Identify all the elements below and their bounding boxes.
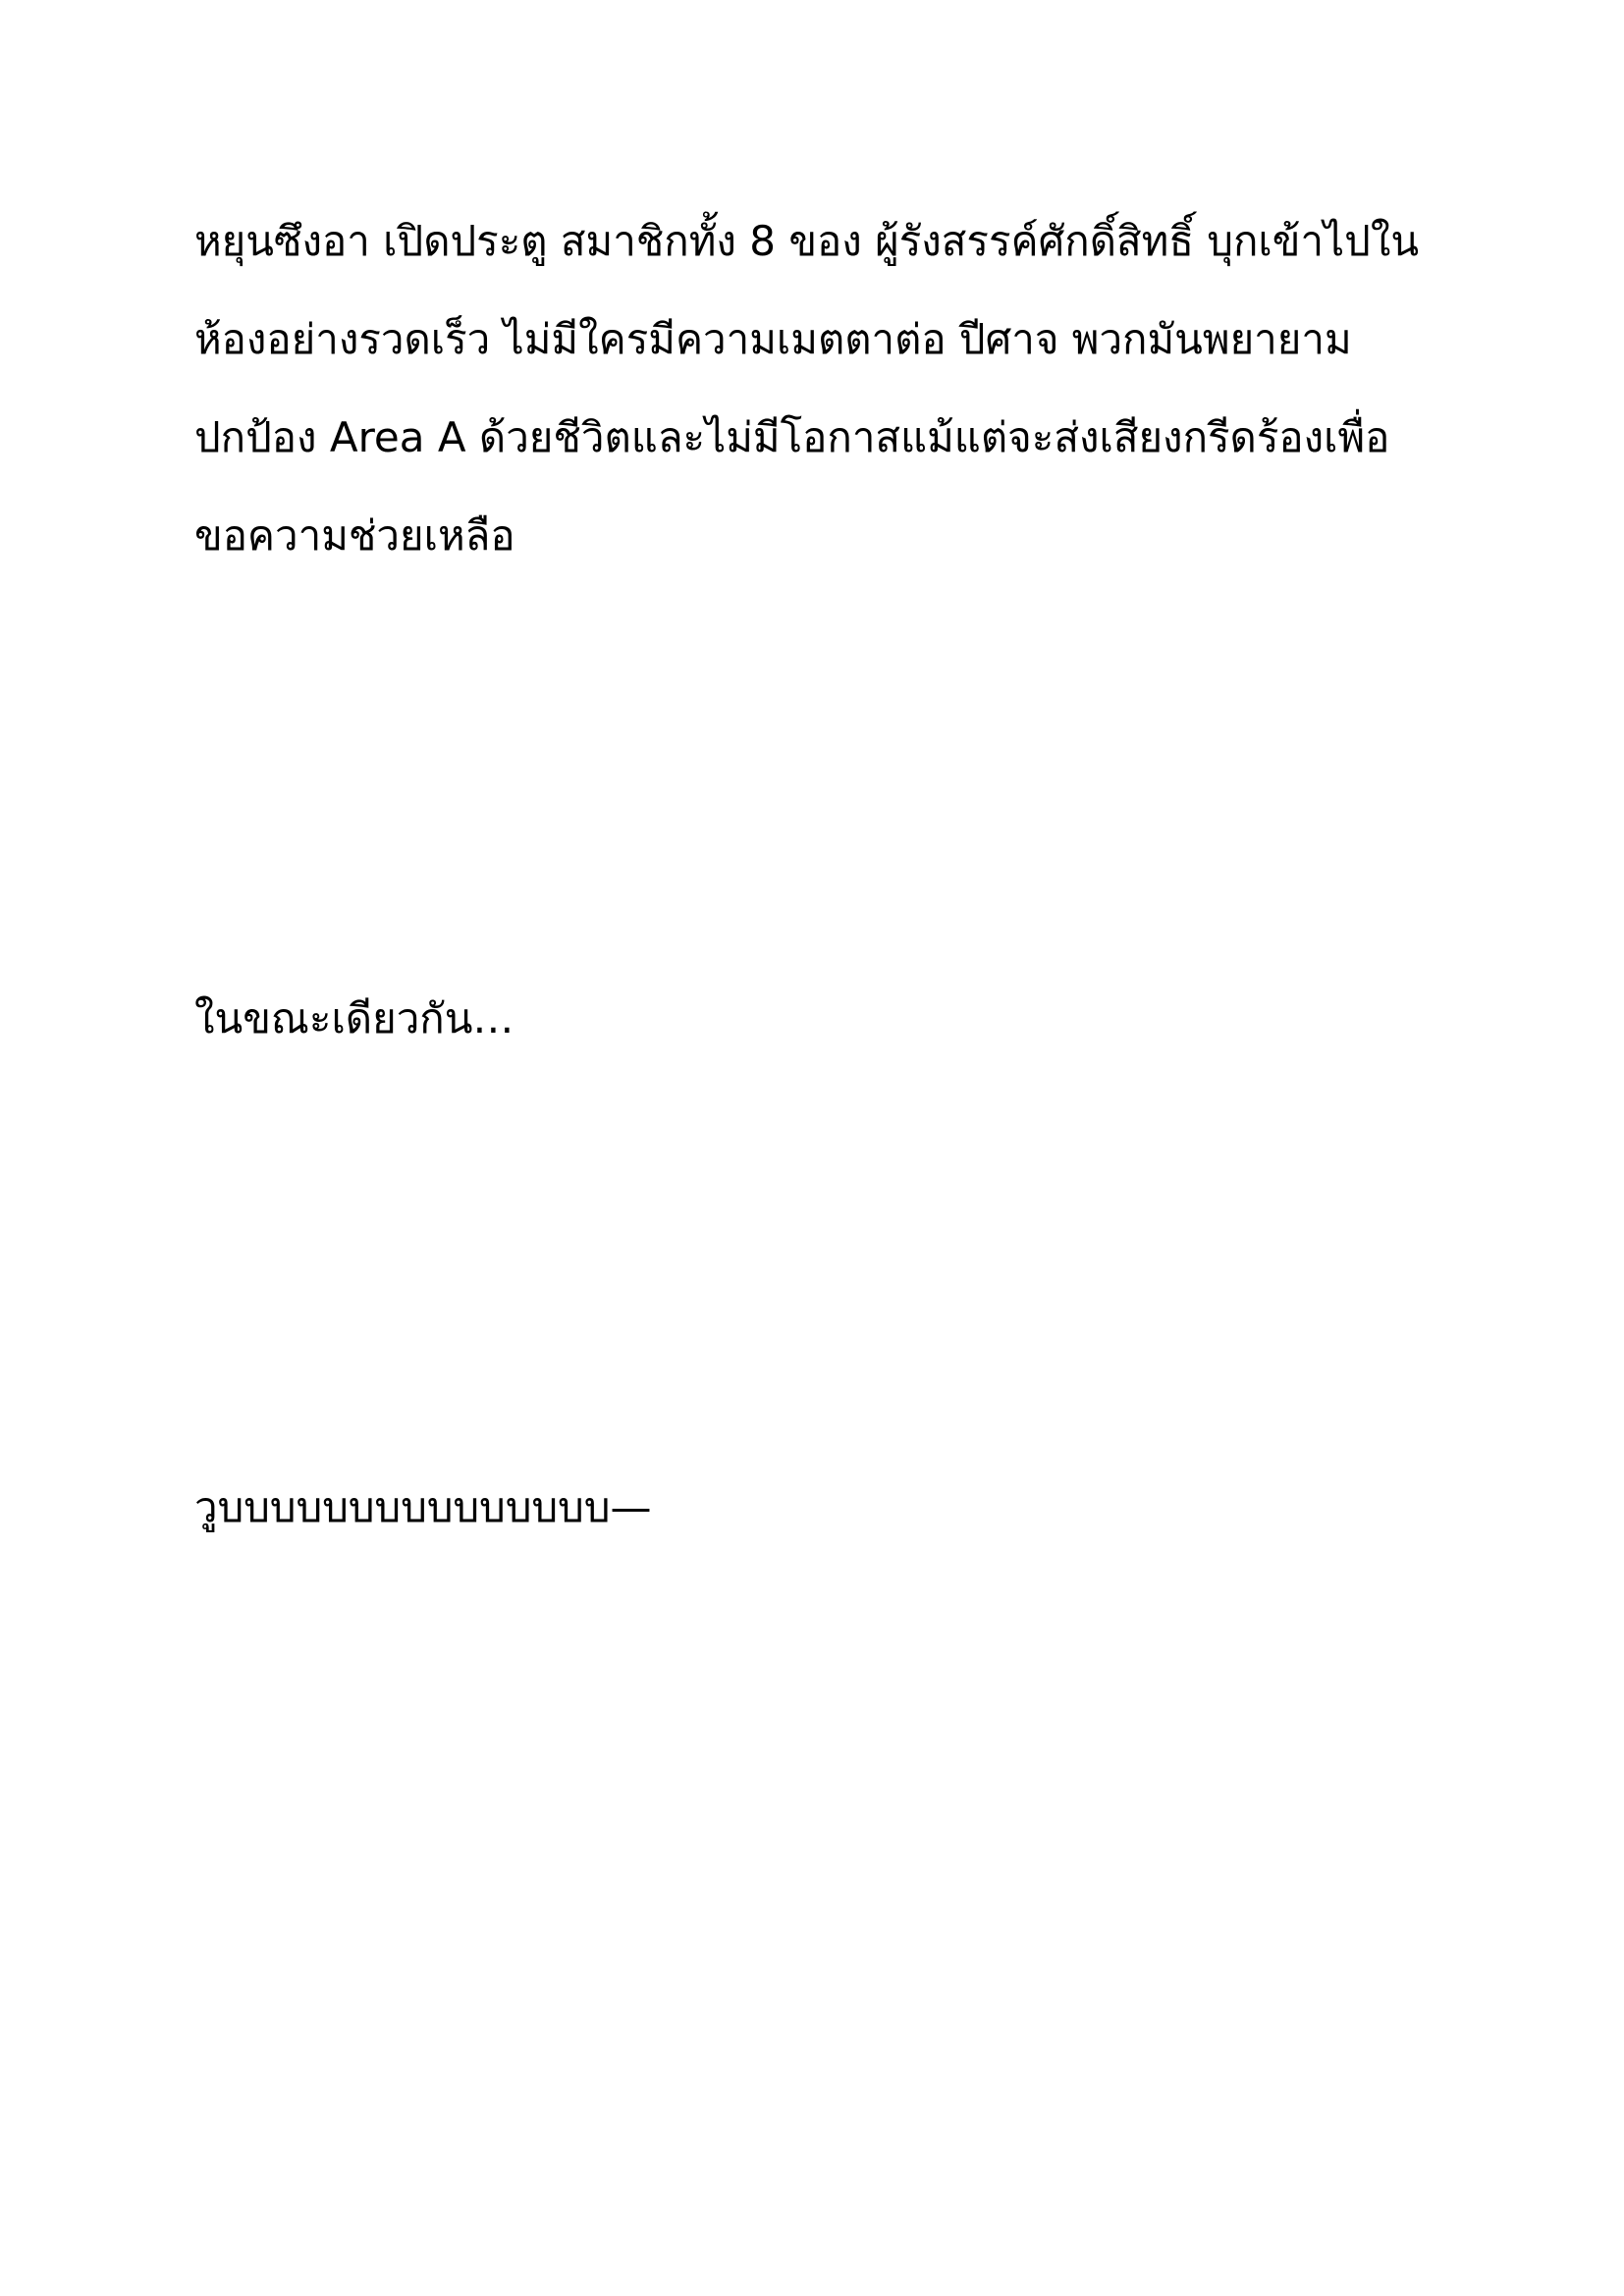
text-line: หยุนซึงอา เปิดประตู สมาชิกทั้ง 8 ของ ผู้รังสรรค์ศักดิ์สิทธิ์ บุกเข้าไปใน bbox=[194, 217, 1420, 265]
paragraph-sound-effect bbox=[194, 1459, 1441, 1557]
text-line: ปกป้อง Area A ด้วยชีวิตและไม่มีโอกาสแม้แต่จะส่งเสียงกรีดร้องเพื่อ bbox=[194, 413, 1390, 461]
text-line: วูบบบบบบบบบบบบบบบ— bbox=[194, 1483, 652, 1531]
text-line: ห้องอย่างรวดเร็ว ไม่มีใครมีความเมตตาต่อ ปีศาจ พวกมันพยายาม bbox=[194, 315, 1352, 363]
paragraph-meanwhile bbox=[194, 970, 1441, 1068]
text-line: ขอความช่วยเหลือ bbox=[194, 511, 515, 560]
paragraph-intro bbox=[194, 192, 1441, 585]
text-line: ในขณะเดียวกัน… bbox=[194, 994, 514, 1042]
